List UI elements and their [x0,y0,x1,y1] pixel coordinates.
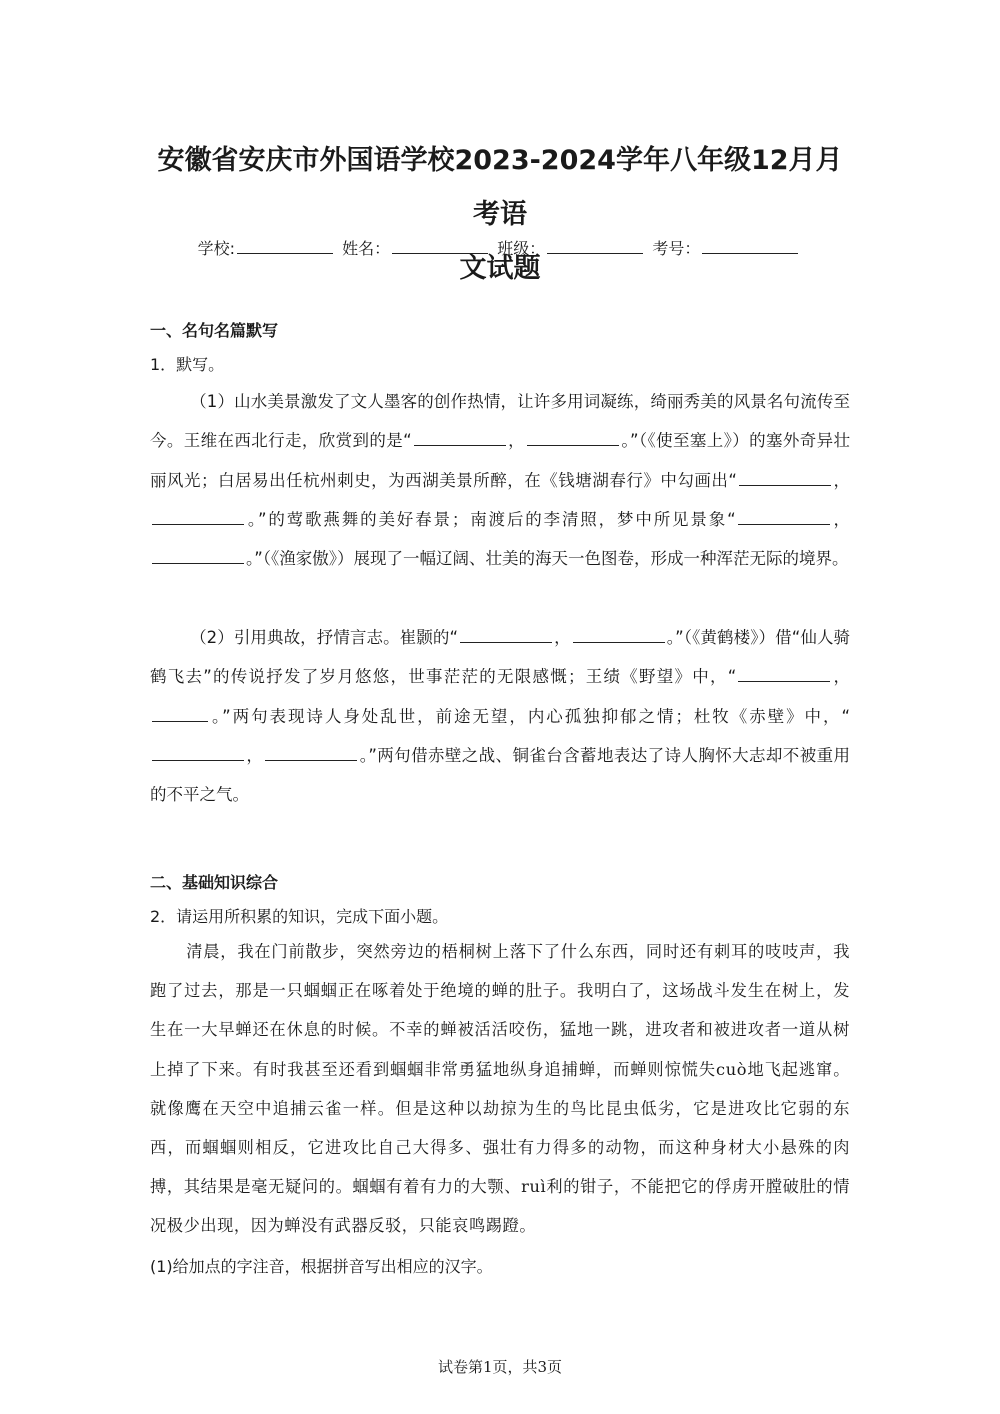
question-1-label: 1．默写。 [150,355,225,374]
answer-blank[interactable] [152,510,244,525]
school-blank[interactable] [237,239,333,254]
page-footer: 试卷第1页，共3页 [437,1358,563,1376]
answer-blank[interactable] [738,667,830,682]
section-2-heading: 二、基础知识综合 [150,873,279,892]
title-line-1: 安徽省安庆市外国语学校2023-2024学年八年级12月月考语 [157,145,843,230]
title-line-2: 文试题 [459,253,541,284]
answer-blank[interactable] [460,628,552,643]
answer-blank[interactable] [739,471,831,486]
answer-blank[interactable] [152,707,208,722]
page-title [150,134,850,296]
answer-blank[interactable] [152,549,244,564]
answer-blank[interactable] [414,431,506,446]
answer-blank[interactable] [265,746,357,761]
student-info-row [150,236,850,259]
name-blank[interactable] [392,239,488,254]
answer-blank[interactable] [738,510,830,525]
name-label: 姓名： [342,239,391,258]
exam-number-blank[interactable] [702,239,798,254]
sub-question-1: (1)给加点的字注音，根据拼音写出相应的汉字。 [150,1257,493,1276]
question-1-part-1: （1）山水美景激发了文人墨客的创作热情，让许多用词凝练，绮丽秀美的风景名句流传至今。王维在西北行走，欣赏到的是“ ， 。”（《使至塞上》）的塞外奇异壮丽风光；白居易出任杭州刺史，为西湖美景所醉，在《钱塘湖春行》中勾画出“ ，。”的莺歌燕舞的美好春景；南渡后的李清照，梦中所见景象“ ，。”（《渔家傲》）展现了一幅辽阔、壮美的海天一色图卷，形成一种浑茫无际的境界。 [150,392,850,569]
answer-blank[interactable] [152,746,244,761]
section-1-heading: 一、名句名篇默写 [150,321,279,340]
question-2-label: 2．请运用所积累的知识，完成下面小题。 [150,907,449,926]
answer-blank[interactable] [573,628,665,643]
reading-passage: 清晨，我在门前散步，突然旁边的梧桐树上落下了什么东西，同时还有刺耳的吱吱声，我跑了过去，那是一只蝈蝈正在啄着处于绝境的蝉的肚子。我明白了，这场战斗发生在树上，发生在一大早蝉还在休息的时候。不幸的蝉被活活咬伤，猛地一跳，进攻者和被进攻者一道从树上掉了下来。有时我甚至还看到蝈蝈非常勇猛地纵身追捕蝉，而蝉则惊慌失cuò地飞起逃窜。就像鹰在天空中追捕云雀一样。但是这种以劫掠为生的鸟比昆虫低劣，它是进攻比它弱的东西，而蝈蝈则相反，它进攻比自己大得多、强壮有力得多的动物，而这种身材大小悬殊的肉搏，其结果是毫无疑问的。蝈蝈有着有力的大颚、ruì利的钳子，不能把它的俘虏开膛破肚的情况极少出现，因为蝉没有武器反驳，只能哀鸣踢蹬。 [150,942,850,1236]
question-1-part-2: （2）引用典故，抒情言志。崔颢的“ ， 。”（《黄鹤楼》）借“仙人骑鹤飞去”的传说抒发了岁月悠悠，世事茫茫的无限感慨；王绩《野望》中，“ ，。”两句表现诗人身处乱世，前途无望，内心孤独抑郁之情；杜牧《赤壁》中，“， 。”两句借赤壁之战、铜雀台含蓄地表达了诗人胸怀大志却不被重用的不平之气。 [150,628,851,805]
class-label: 班级： [497,239,546,258]
exam-number-label: 考号： [652,239,701,258]
school-label: 学校: [197,239,236,258]
class-blank[interactable] [547,239,643,254]
answer-blank[interactable] [527,431,619,446]
